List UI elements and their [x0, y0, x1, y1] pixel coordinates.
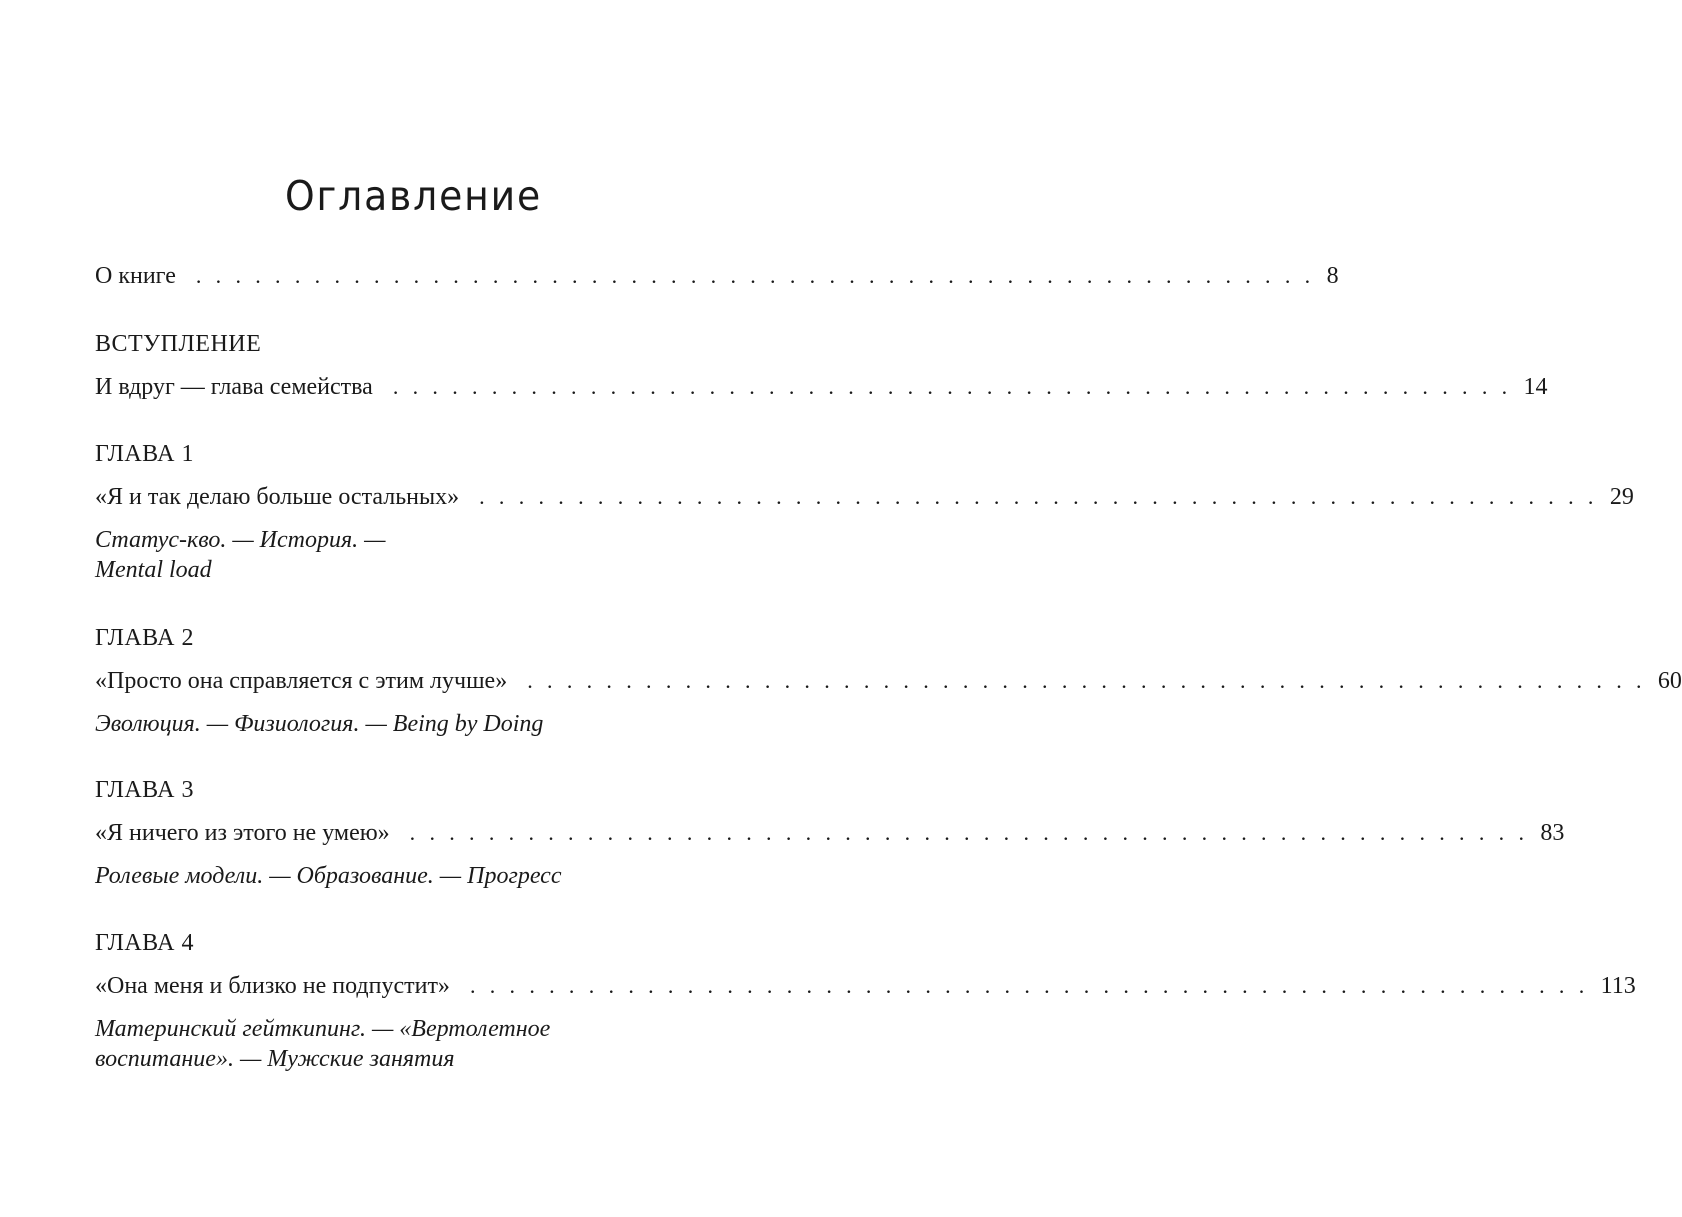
chapter-subtitle-1 — [95, 525, 708, 585]
leader-dots: . . . . . . . . . . . . . . . . . . . . . . . . . . . . . . . . . . . . . . . . . . . . . . . . . . . . . . . . . — [479, 484, 1598, 509]
toc-entry-chapter-2[interactable] — [95, 666, 1682, 696]
toc-entry-title: И вдруг — глава семейства — [95, 374, 373, 400]
leader-dots: . . . . . . . . . . . . . . . . . . . . . . . . . . . . . . . . . . . . . . . . . . . . . . . . . . . . . . . . . — [409, 820, 1529, 845]
toc-page-number: 8 — [1326, 263, 1339, 289]
toc-page-number: 83 — [1540, 820, 1565, 846]
chapter-heading-3: ГЛАВА 3 — [95, 777, 195, 803]
section-heading-intro: ВСТУПЛЕНИЕ — [95, 331, 262, 357]
subtitle-line: Статус-кво. — История. — — [95, 527, 386, 553]
chapter-heading-4: ГЛАВА 4 — [95, 930, 195, 956]
subtitle-line: Эволюция. — Физиология. — Being by Doing — [95, 711, 544, 737]
chapter-heading-1: ГЛАВА 1 — [95, 441, 195, 467]
toc-entry-intro[interactable] — [95, 372, 1548, 402]
leader-dots: . . . . . . . . . . . . . . . . . . . . . . . . . . . . . . . . . . . . . . . . . . . . . . . . . . . . . . . . . — [195, 263, 1315, 288]
toc-page-number: 14 — [1523, 374, 1548, 400]
subtitle-line: Ролевые модели. — Образование. — Прогресс — [95, 863, 562, 889]
toc-page-number: 60 — [1657, 668, 1682, 694]
subtitle-line: воспитание». — Мужские занятия — [95, 1046, 455, 1072]
chapter-subtitle-3 — [95, 861, 708, 891]
toc-entry-title: О книге — [95, 263, 176, 289]
subtitle-line: Mental load — [95, 557, 212, 583]
toc-entry-title: «Она меня и близко не подпустит» — [95, 973, 450, 999]
toc-entry-about[interactable] — [95, 261, 1339, 291]
toc-entry-chapter-1[interactable] — [95, 482, 1634, 512]
toc-entry-title: «Я ничего из этого не умею» — [95, 820, 390, 846]
toc-entry-title: «Просто она справляется с этим лучше» — [95, 668, 508, 694]
page-title: Оглавление — [284, 172, 543, 220]
toc-entry-chapter-3[interactable] — [95, 818, 1565, 848]
leader-dots: . . . . . . . . . . . . . . . . . . . . . . . . . . . . . . . . . . . . . . . . . . . . . . . . . . . . . . . . . — [392, 374, 1512, 399]
toc-page-number: 113 — [1600, 973, 1636, 999]
toc-entry-chapter-4[interactable] — [95, 971, 1636, 1001]
leader-dots: . . . . . . . . . . . . . . . . . . . . . . . . . . . . . . . . . . . . . . . . . . . . . . . . . . . . . . . . . — [527, 668, 1646, 693]
toc-entry-title: «Я и так делаю больше остальных» — [95, 484, 460, 510]
chapter-subtitle-4 — [95, 1014, 708, 1074]
leader-dots: . . . . . . . . . . . . . . . . . . . . . . . . . . . . . . . . . . . . . . . . . . . . . . . . . . . . . . . . . — [469, 973, 1589, 998]
subtitle-line: Материнский гейткипинг. — «Вертолетное — [95, 1016, 551, 1042]
toc-page-number: 29 — [1609, 484, 1634, 510]
chapter-subtitle-2 — [95, 709, 708, 739]
chapter-heading-2: ГЛАВА 2 — [95, 625, 195, 651]
